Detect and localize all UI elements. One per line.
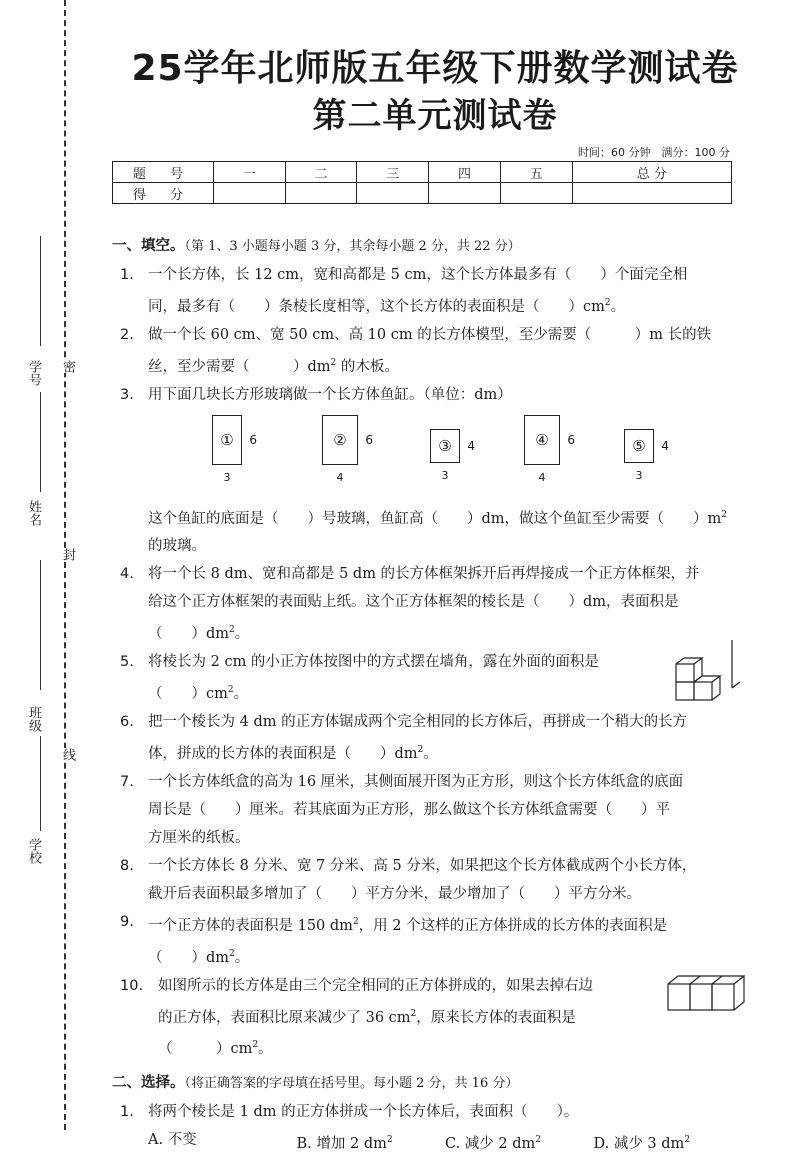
- question-text: 。: [610, 298, 626, 315]
- question-3-continued: [112, 501, 742, 561]
- question-4: [112, 560, 742, 648]
- question-9: [112, 908, 742, 972]
- section1-note: （第 1、3 小题每小题 3 分，其余每小题 2 分，共 22 分）: [184, 239, 521, 254]
- score-cell[interactable]: [429, 183, 501, 204]
- score-cell[interactable]: [500, 183, 572, 204]
- question-text: 。: [234, 626, 250, 643]
- option-b-text: B. 增加 2 dm: [296, 1136, 387, 1153]
- glass-side-dim: 4: [661, 438, 669, 453]
- side-label-student-number: 学号: [26, 360, 41, 386]
- option-d-text: D. 减少 3 dm: [593, 1136, 685, 1153]
- glass-label: ④: [535, 430, 549, 449]
- question-text: 如图所示的长方体是由三个完全相同的正方体拼成的，如果去掉右边: [158, 977, 593, 994]
- score-header-cell: 三: [357, 162, 429, 183]
- section-heading: [112, 232, 742, 261]
- score-cell[interactable]: [285, 183, 357, 204]
- superscript: 2: [721, 509, 728, 520]
- time-info: 时间：60 分钟 满分：100 分: [578, 146, 730, 159]
- question-text: 的正方体，表面积比原来减少了 36 cm: [158, 1009, 411, 1026]
- score-header-cell: 总 分: [572, 162, 731, 183]
- score-header-cell: 四: [429, 162, 501, 183]
- score-header-cell: 二: [285, 162, 357, 183]
- glass-label: ③: [438, 436, 452, 455]
- superscript: 2: [410, 1008, 417, 1019]
- glass-bottom-dim: 3: [635, 468, 643, 482]
- question-text: 一个正方体的表面积是 150 dm: [148, 917, 353, 934]
- option-c-text: C. 减少 2 dm: [445, 1136, 536, 1153]
- question-text: 。: [234, 949, 250, 966]
- glass-side-dim: 6: [249, 432, 257, 447]
- superscript: 2: [229, 948, 235, 959]
- question-text: ，原来长方体的表面积是: [416, 1009, 576, 1026]
- question-5: [112, 648, 742, 708]
- glass-piece: [322, 415, 373, 484]
- question-text: 周长是（ ）厘米。若其底面为正方形，那么做这个长方体纸盒需要（ ）平: [148, 801, 670, 818]
- question-number: 4.: [120, 566, 134, 583]
- choice-question-1: [112, 1098, 742, 1126]
- name-blank[interactable]: [40, 392, 41, 492]
- school-blank[interactable]: [40, 736, 41, 831]
- question-2: [112, 321, 742, 381]
- section2-title: 二、选择。: [112, 1075, 185, 1092]
- question-text: 一个长方体，长 12 cm，宽和高都是 5 cm，这个长方体最多有（ ）个面完全相: [148, 267, 688, 283]
- score-cell[interactable]: [357, 183, 429, 204]
- question-number: 6.: [120, 714, 134, 731]
- seal-text-mi: 密: [60, 360, 75, 373]
- question-text: 一个长方体纸盒的高为 16 厘米，其侧面展开图为正方形，则这个长方体纸盒的底面: [148, 773, 684, 790]
- question-text: 这个鱼缸的底面是（ ）号玻璃，鱼缸高（ ）dm，做这个鱼缸至少需要（ ）m: [148, 510, 722, 527]
- question-text: 体，拼成的长方体的表面积是（ ）dm: [148, 745, 418, 762]
- seal-text-feng: 封: [60, 548, 75, 561]
- score-table-score-row: [113, 183, 732, 204]
- glass-bottom-dim: 3: [223, 470, 231, 484]
- superscript: 2: [535, 1135, 542, 1146]
- question-text: ，用 2 个这样的正方体拼成的长方体的表面积是: [358, 917, 668, 934]
- section-heading: [112, 1069, 742, 1098]
- side-label-class: 班级: [26, 706, 41, 732]
- superscript: 2: [252, 1040, 259, 1051]
- seal-text-xian: 线: [60, 748, 75, 761]
- question-text: 同，最多有（ ）条棱长度相等，这个长方体的表面积是（ ）cm: [148, 298, 605, 315]
- page-subtitle: 第二单元测试卷: [312, 96, 558, 136]
- question-text: 的玻璃。: [148, 538, 206, 555]
- corner-cubes-figure: [662, 638, 742, 708]
- glass-bottom-dim: 3: [441, 468, 449, 482]
- question-text: 。: [233, 686, 249, 703]
- superscript: 2: [227, 685, 234, 696]
- score-header-cell: 题 号: [113, 162, 214, 183]
- question-text: 的木板。: [336, 358, 399, 375]
- glass-label: ⑤: [632, 436, 646, 455]
- glass-piece: [524, 415, 575, 484]
- question-number: 7.: [120, 773, 134, 790]
- question-text: 给这个正方体框架的表面贴上纸。这个正方体框架的棱长是（ ）dm，表面积是: [148, 594, 679, 611]
- question-text: 丝，至少需要（ ）dm: [148, 358, 331, 375]
- option-d[interactable]: [594, 1126, 743, 1158]
- question-text: 将一个长 8 dm、宽和高都是 5 dm 的长方体框架拆开后再焊接成一个正方体框架，并: [148, 566, 700, 583]
- class-blank[interactable]: [40, 560, 41, 690]
- glass-bottom-dim: 4: [336, 470, 344, 484]
- glass-side-dim: 4: [467, 438, 475, 453]
- question-8: [112, 852, 742, 908]
- question-text: 一个长方体长 8 分米、宽 7 分米、高 5 分米，如果把这个长方体截成两个小长方体，: [148, 857, 697, 874]
- question-text: （ ）cm: [148, 686, 228, 703]
- score-table: [112, 161, 732, 204]
- superscript: 2: [417, 745, 424, 756]
- score-row-label: 得 分: [113, 183, 214, 204]
- choice-options: [148, 1126, 742, 1158]
- score-cell[interactable]: [572, 183, 731, 204]
- question-text: 用下面几块长方形玻璃做一个长方体鱼缸。（单位：dm）: [148, 386, 512, 403]
- question-1: [112, 261, 742, 321]
- glass-piece: [212, 415, 257, 484]
- superscript: 2: [386, 1135, 393, 1146]
- superscript: 2: [229, 625, 235, 636]
- question-text: （ ）dm: [148, 949, 230, 966]
- question-text: 做一个长 60 cm、宽 50 cm、高 10 cm 的长方体模型，至少需要（ ）m 长的铁: [148, 326, 712, 343]
- score-header-cell: 五: [500, 162, 572, 183]
- question-text: 。: [258, 1041, 273, 1058]
- three-cubes-figure: [667, 974, 745, 1014]
- superscript: 2: [352, 916, 359, 927]
- question-text: 。: [423, 745, 438, 762]
- superscript: 2: [684, 1135, 691, 1146]
- option-a[interactable]: A. 不变: [148, 1132, 197, 1149]
- section2-note: （将正确答案的字母填在括号里。每小题 2 分，共 16 分）: [184, 1076, 519, 1092]
- question-6: [112, 708, 742, 768]
- superscript: 2: [330, 357, 337, 368]
- exam-content: [112, 226, 742, 1158]
- question-number: 2.: [120, 326, 134, 343]
- score-header-cell: 一: [214, 162, 286, 183]
- question-text: 方厘米的纸板。: [148, 829, 250, 846]
- score-cell[interactable]: [214, 183, 286, 204]
- question-number: 5.: [120, 654, 134, 671]
- question-number: 9.: [120, 913, 134, 930]
- student-number-blank[interactable]: [40, 236, 41, 346]
- glass-piece: [430, 429, 475, 482]
- glass-label: ①: [220, 430, 234, 449]
- question-3: [112, 381, 742, 409]
- glass-bottom-dim: 4: [538, 470, 546, 484]
- question-text: 将棱长为 2 cm 的小正方体按图中的方式摆在墙角，露在外面的面积是: [148, 654, 599, 671]
- question-number: 1.: [120, 1104, 134, 1121]
- glass-side-dim: 6: [567, 432, 575, 447]
- side-label-school: 学校: [26, 838, 41, 864]
- question-number: 1.: [120, 267, 134, 283]
- binding-dashed-line: [64, 0, 66, 1130]
- glass-label: ②: [333, 430, 347, 449]
- question-number: 3.: [120, 386, 134, 403]
- option-b[interactable]: [297, 1126, 446, 1158]
- question-7: [112, 768, 742, 852]
- question-number: 8.: [120, 857, 134, 874]
- score-table-header-row: [113, 162, 732, 183]
- superscript: 2: [604, 298, 611, 308]
- question-text: 截开后表面积最多增加了（ ）平方分米，最少增加了（ ）平方分米。: [148, 885, 641, 902]
- glass-piece: [624, 429, 669, 482]
- question-text: （ ）cm: [158, 1041, 253, 1058]
- question-text: （ ）dm: [148, 626, 230, 643]
- side-label-name: 姓名: [26, 500, 41, 526]
- question-10: [112, 972, 742, 1064]
- question-text: 将两个棱长是 1 dm 的正方体拼成一个长方体后，表面积（ ）。: [148, 1104, 579, 1121]
- section1-title: 一、填空。: [112, 238, 185, 254]
- glass-side-dim: 6: [365, 432, 373, 447]
- question-number: 10.: [120, 977, 144, 994]
- question-text: 把一个棱长为 4 dm 的正方体锯成两个完全相同的长方体后，再拼成一个稍大的长方: [148, 714, 688, 731]
- glass-pieces-figure: [152, 409, 742, 501]
- option-c[interactable]: [445, 1126, 594, 1158]
- page-title: 25学年北师版五年级下册数学测试卷: [131, 48, 739, 89]
